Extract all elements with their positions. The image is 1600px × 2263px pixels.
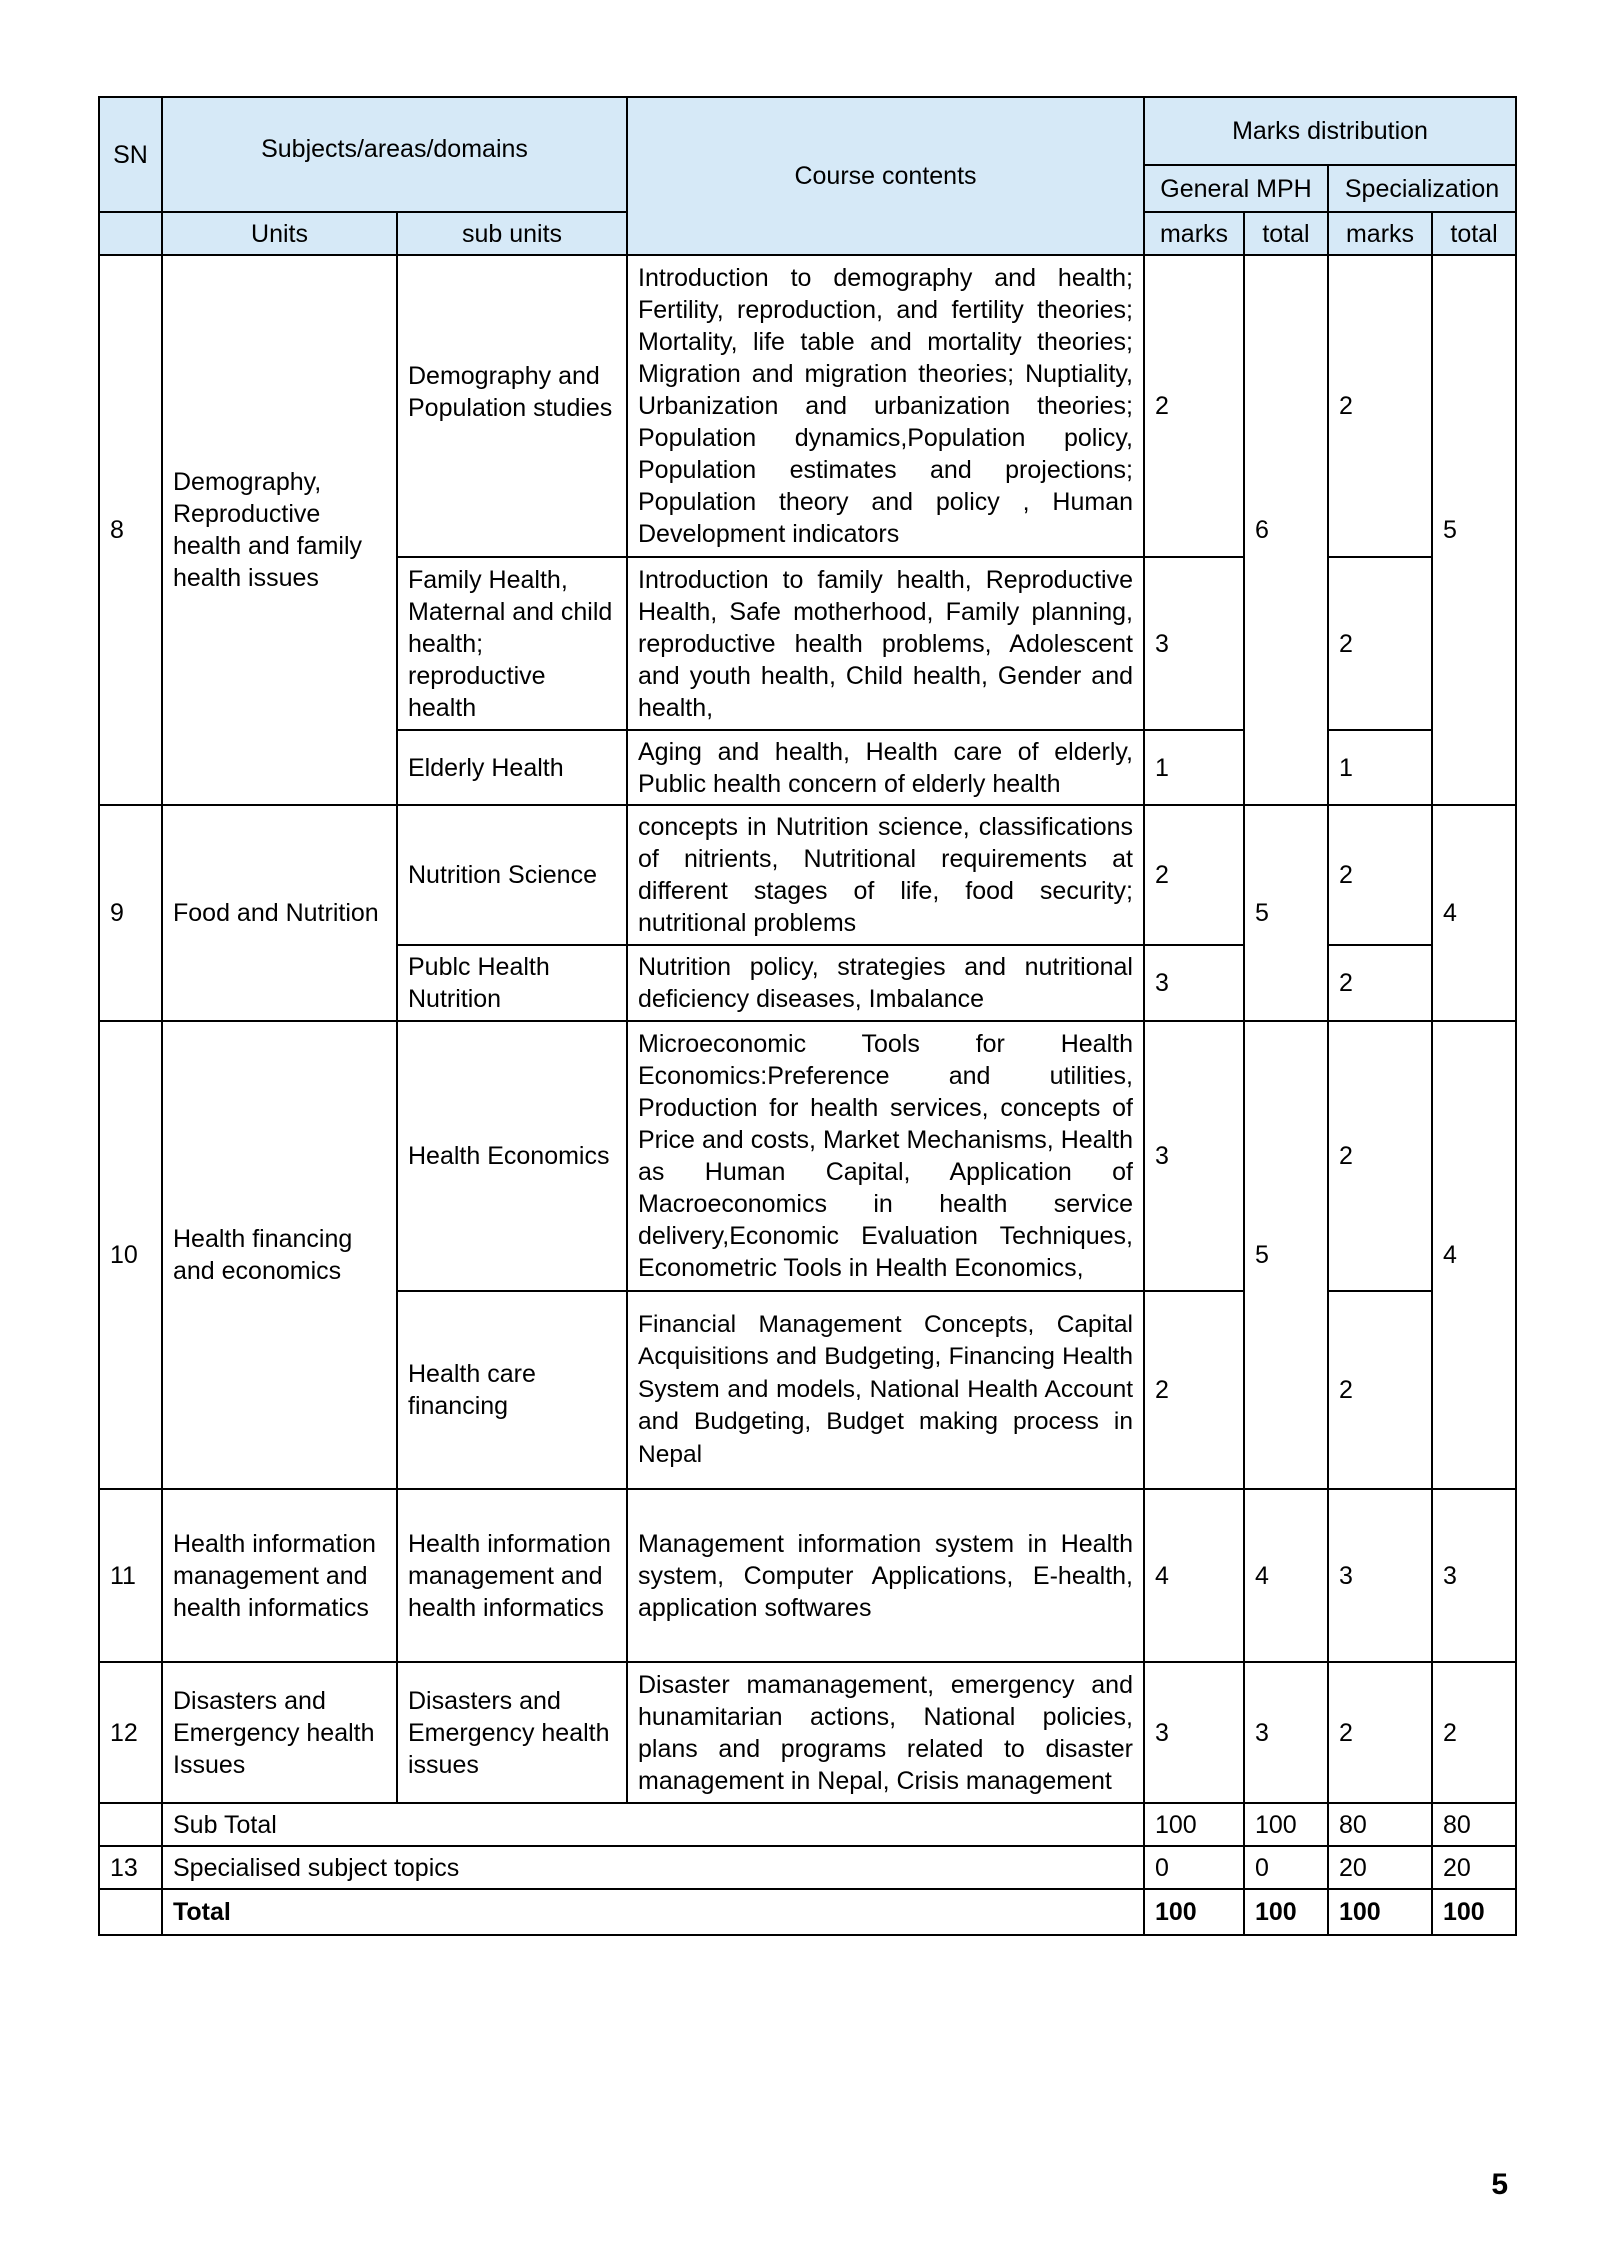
total-label: Total	[162, 1889, 1144, 1935]
course-content-cell: Nutrition policy, strategies and nutritional deficiency diseases, Imbalance	[627, 945, 1144, 1021]
general-marks-cell: 2	[1144, 805, 1244, 945]
subtotal-general-total: 100	[1244, 1803, 1328, 1846]
sn-cell: 11	[99, 1489, 162, 1662]
general-marks-cell: 3	[1144, 1662, 1244, 1803]
table-row	[99, 1662, 1516, 1803]
table-row	[99, 805, 1516, 945]
general-marks-cell: 2	[1144, 255, 1244, 557]
total-spec-marks: 100	[1328, 1889, 1432, 1935]
spec-total-cell: 2	[1432, 1662, 1516, 1803]
course-content-cell: concepts in Nutrition science, classifications of nitrients, Nutritional requirements at different stages of life, food security; nutritional problems	[627, 805, 1144, 945]
general-marks-cell: 3	[1144, 1021, 1244, 1291]
course-content-cell: Introduction to family health, Reproductive Health, Safe motherhood, Family planning, reproductive health problems, Adolescent and youth health, Child health, Gender and health,	[627, 557, 1144, 730]
subtotal-spec-total: 80	[1432, 1803, 1516, 1846]
spec-marks-cell: 2	[1328, 557, 1432, 730]
sub-unit-cell: Nutrition Science	[397, 805, 627, 945]
table-row	[99, 1021, 1516, 1291]
general-marks-header: marks	[1144, 212, 1244, 255]
course-content-cell: Aging and health, Health care of elderly, Public health concern of elderly health	[627, 730, 1144, 805]
unit-cell: Health financing and economics	[162, 1021, 397, 1489]
sub-unit-cell: Publc Health Nutrition	[397, 945, 627, 1021]
spec-marks-header: marks	[1328, 212, 1432, 255]
sub-unit-cell: Elderly Health	[397, 730, 627, 805]
sub-unit-cell: Demography and Population studies	[397, 255, 627, 557]
specialised-spec-total: 20	[1432, 1846, 1516, 1889]
subtotal-label: Sub Total	[162, 1803, 1144, 1846]
header-row-1	[99, 97, 1516, 165]
sub-unit-cell: Family Health, Maternal and child health; reproductive health	[397, 557, 627, 730]
sn-cell: 9	[99, 805, 162, 1021]
spec-total-cell: 3	[1432, 1489, 1516, 1662]
course-content-cell: Management information system in Health system, Computer Applications, E-health, application softwares	[627, 1489, 1144, 1662]
general-total-cell: 4	[1244, 1489, 1328, 1662]
subtotal-row	[99, 1803, 1516, 1846]
spec-marks-cell: 2	[1328, 1662, 1432, 1803]
spec-marks-cell: 3	[1328, 1489, 1432, 1662]
marks-distribution-table	[98, 96, 1517, 1936]
general-marks-cell: 4	[1144, 1489, 1244, 1662]
sn-header: SN	[99, 97, 162, 212]
spec-marks-cell: 2	[1328, 1291, 1432, 1489]
course-content-cell: Introduction to demography and health; Fertility, reproduction, and fertility theories; Mortality, life table and mortality theories; Migration and migration theories; Nuptiality, Urbanization and urbanization theories; Population dynamics,Population policy, Population estimates and projections; Population theory and policy , Human Development indicators	[627, 255, 1144, 557]
spec-total-cell: 4	[1432, 1021, 1516, 1489]
course-contents-header: Course contents	[627, 97, 1144, 255]
sn-cell: 12	[99, 1662, 162, 1803]
specialization-header: Specialization	[1328, 165, 1516, 212]
spec-marks-cell: 2	[1328, 945, 1432, 1021]
table-row	[99, 255, 1516, 557]
marks-distribution-header: Marks distribution	[1144, 97, 1516, 165]
total-spec-total: 100	[1432, 1889, 1516, 1935]
specialised-label: Specialised subject topics	[162, 1846, 1144, 1889]
sn-cell: 10	[99, 1021, 162, 1489]
specialised-row	[99, 1846, 1516, 1889]
general-total-cell: 6	[1244, 255, 1328, 805]
total-general-marks: 100	[1144, 1889, 1244, 1935]
general-total-cell: 5	[1244, 1021, 1328, 1489]
total-row	[99, 1889, 1516, 1935]
sub-unit-cell: Health information management and health informatics	[397, 1489, 627, 1662]
sn-cell-blank	[99, 1889, 162, 1935]
sub-unit-cell: Health Economics	[397, 1021, 627, 1291]
course-content-cell: Disaster mamanagement, emergency and hunamitarian actions, National policies, plans and programs related to disaster management in Nepal, Crisis management	[627, 1662, 1144, 1803]
units-header: Units	[162, 212, 397, 255]
total-general-total: 100	[1244, 1889, 1328, 1935]
spec-marks-cell: 1	[1328, 730, 1432, 805]
sn-cell: 8	[99, 255, 162, 805]
unit-cell: Health information management and health informatics	[162, 1489, 397, 1662]
general-total-cell: 3	[1244, 1662, 1328, 1803]
unit-cell: Disasters and Emergency health Issues	[162, 1662, 397, 1803]
general-marks-cell: 2	[1144, 1291, 1244, 1489]
sub-units-header: sub units	[397, 212, 627, 255]
general-marks-cell: 1	[1144, 730, 1244, 805]
general-mph-header: General MPH	[1144, 165, 1328, 212]
sn-header-blank	[99, 212, 162, 255]
subtotal-general-marks: 100	[1144, 1803, 1244, 1846]
sn-cell-blank	[99, 1803, 162, 1846]
subtotal-spec-marks: 80	[1328, 1803, 1432, 1846]
spec-marks-cell: 2	[1328, 805, 1432, 945]
course-content-cell: Financial Management Concepts, Capital Acquisitions and Budgeting, Financing Health System and models, National Health Account and Budgeting, Budget making process in Nepal	[627, 1291, 1144, 1489]
specialised-general-marks: 0	[1144, 1846, 1244, 1889]
table-row	[99, 1489, 1516, 1662]
spec-total-header: total	[1432, 212, 1516, 255]
spec-total-cell: 5	[1432, 255, 1516, 805]
general-marks-cell: 3	[1144, 945, 1244, 1021]
general-marks-cell: 3	[1144, 557, 1244, 730]
sn-cell: 13	[99, 1846, 162, 1889]
unit-cell: Food and Nutrition	[162, 805, 397, 1021]
sub-unit-cell: Health care financing	[397, 1291, 627, 1489]
unit-cell: Demography, Reproductive health and family health issues	[162, 255, 397, 805]
general-total-cell: 5	[1244, 805, 1328, 1021]
specialised-spec-marks: 20	[1328, 1846, 1432, 1889]
specialised-general-total: 0	[1244, 1846, 1328, 1889]
general-total-header: total	[1244, 212, 1328, 255]
course-content-cell: Microeconomic Tools for Health Economics:Preference and utilities, Production for health services, concepts of Price and costs, Market Mechanisms, Health as Human Capital, Application of Macroeconomics in health service delivery,Economic Evaluation Techniques, Econometric Tools in Health Economics,	[627, 1021, 1144, 1291]
page-number: 5	[1491, 2168, 1508, 2201]
spec-marks-cell: 2	[1328, 255, 1432, 557]
subjects-header: Subjects/areas/domains	[162, 97, 627, 212]
sub-unit-cell: Disasters and Emergency health issues	[397, 1662, 627, 1803]
spec-total-cell: 4	[1432, 805, 1516, 1021]
spec-marks-cell: 2	[1328, 1021, 1432, 1291]
